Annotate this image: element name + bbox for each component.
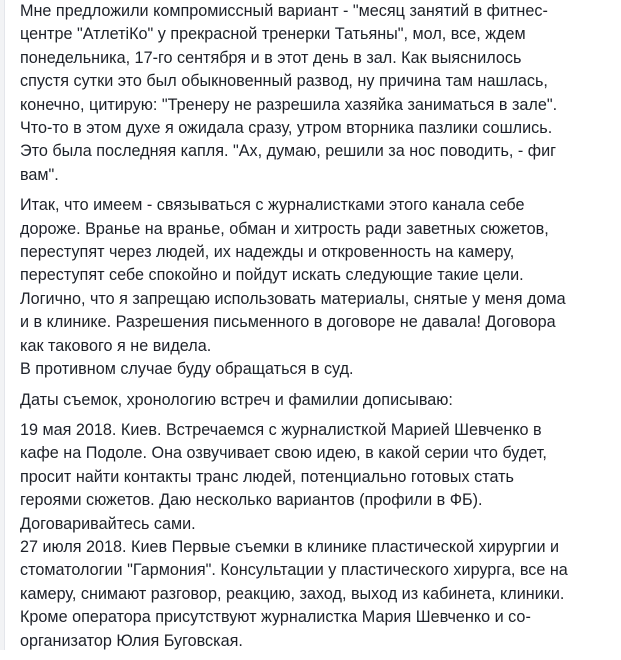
text-line: переступят себе спокойно и пойдут искать следующие такие цели. — [20, 266, 524, 285]
text-line: 19 мая 2018. Киев. Встречаемся с журналисткой Марией Шевченко в — [20, 420, 542, 439]
text-line: В противном случае буду обращаться в суд. — [20, 360, 354, 379]
text-line: конечно, цитирую: "Тренеру не разрешила хазяйка заниматься в зале". — [20, 95, 558, 114]
text-line: дороже. Вранье на вранье, обман и хитрость ради заветных сюжетов, — [20, 219, 549, 238]
text-line: и в клинике. Разрешения письменного в договоре не давала! Договора — [20, 313, 556, 332]
paragraph — [20, 194, 620, 381]
text-line: Что-то в этом духе я ожидала сразу, утром вторника пазлики сошлись. — [20, 119, 553, 138]
text-line: Итак, что имеем - связываться с журналистками этого канала себе — [20, 196, 525, 215]
text-line: 27 июля 2018. Киев Первые съемки в клинике пластической хирургии и — [20, 537, 560, 556]
text-line: Мне предложили компромиссный вариант - "месяц занятий в фитнес- — [20, 2, 548, 20]
text-line: спустя сутки это был обыкновенный развод, ну причина там нашлась, — [20, 72, 548, 91]
text-line: Кроме оператора присутствуют журналистка Мария Шевченко и со- — [20, 608, 531, 627]
text-line: Это была последняя капля. "Ах, думаю, решили за нос поводить, - фиг — [20, 142, 557, 161]
text-line: стоматологии "Гармония". Консультации у пластического хирурга, все на — [20, 561, 568, 580]
post-body — [20, 0, 620, 660]
text-line: Договаривайтесь сами. — [20, 514, 196, 533]
left-border — [0, 0, 5, 650]
paragraph — [20, 0, 620, 187]
paragraph — [20, 389, 620, 412]
text-line: Даты съемок, хронологию встреч и фамилии дописываю: — [20, 390, 453, 409]
text-line: понедельника, 17-го сентября и в этот день в зал. Как выяснилось — [20, 48, 522, 67]
text-line: центре "АтлетіКо" у прекрасной тренерки Татьяны", мол, все, ждем — [20, 25, 526, 44]
text-line: героями сюжетов. Даю несколько вариантов (профили в ФБ). — [20, 491, 483, 510]
text-line: переступят через людей, их надежды и откровенность на камеру, — [20, 243, 515, 262]
paragraph — [20, 419, 620, 653]
text-line: организатор Юлия Буговская. — [20, 631, 243, 650]
text-line: кафе на Подоле. Она озвучивает свою идею, в какой серии что будет, — [20, 444, 547, 463]
text-line: вам". — [20, 165, 59, 184]
text-line: Логично, что я запрещаю использовать материалы, снятые у меня дома — [20, 289, 566, 308]
text-line: как такового я не видела. — [20, 336, 212, 355]
text-line: камеру, снимают разговор, реакцию, заход, выход из кабинета, клиники. — [20, 584, 565, 603]
text-line: просит найти контакты транс людей, потенциально готовых стать — [20, 467, 514, 486]
